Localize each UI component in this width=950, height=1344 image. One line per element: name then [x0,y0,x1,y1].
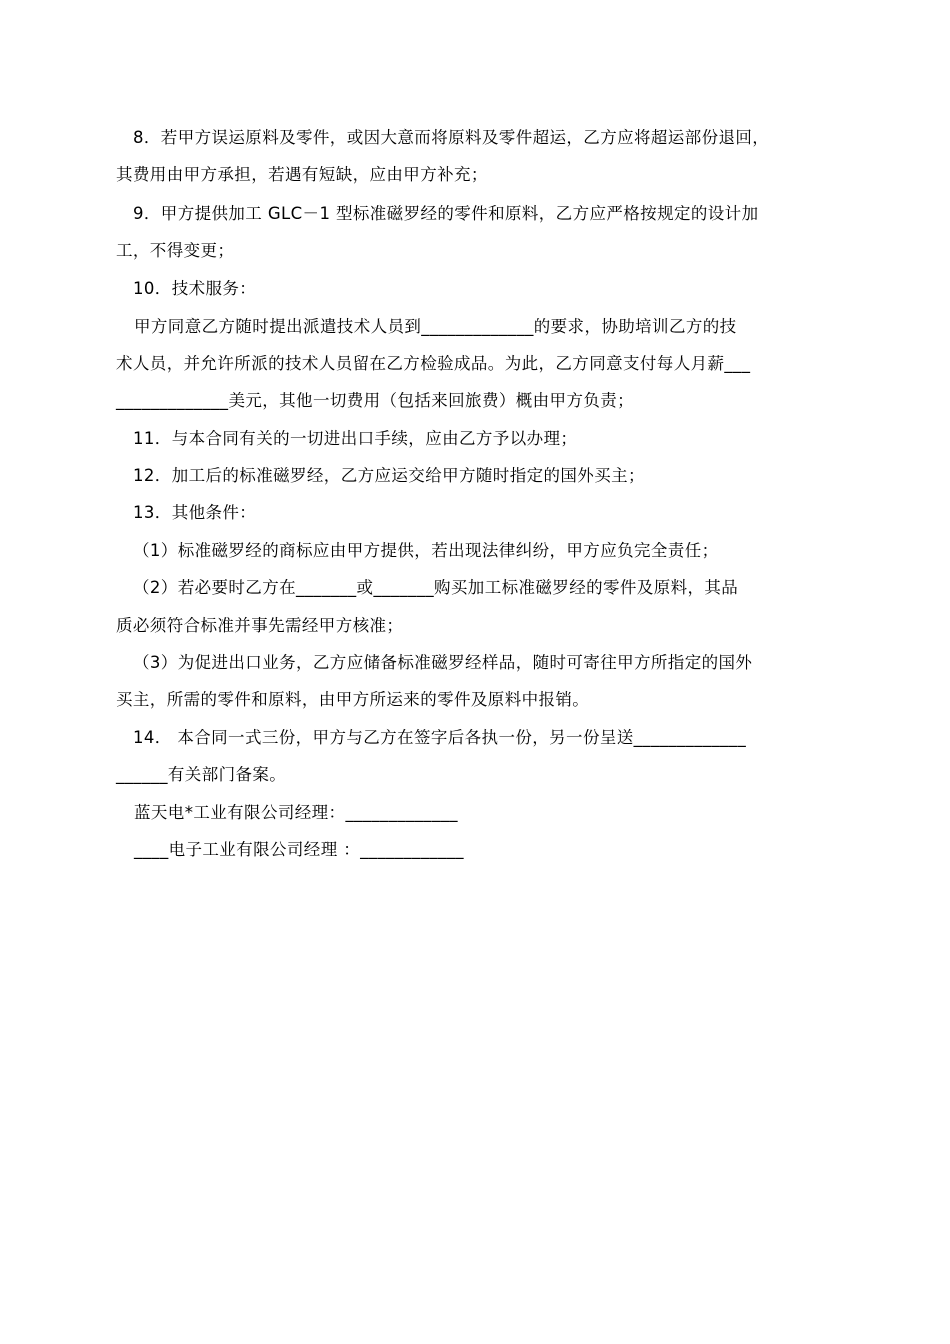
clause-13-item-2-line-2: 质必须符合标准并事先需经甲方核准； [116,616,404,635]
clause-10-line-3: _____________美元，其他一切费用（包括来回旅费）概由甲方负责； [116,391,635,410]
clause-8-line-1: 8．若甲方误运原料及零件，或因大意而将原料及零件超运，乙方应将超运部份退回， [133,128,770,147]
clause-13-item-3-line-1: （3）为促进出口业务，乙方应储备标准磁罗经样品，随时可寄往甲方所指定的国外 [133,653,753,672]
clause-10-line-2: 术人员，并允许所派的技术人员留在乙方检验成品。为此，乙方同意支付每人月薪___ [116,354,751,373]
clause-13-heading: 13．其他条件： [133,503,257,522]
clause-13-item-3-line-2: 买主，所需的零件和原料，由甲方所运来的零件及原料中报销。 [116,690,590,709]
signature-line-party-b: ____电子工业有限公司经理 ：____________ [134,840,464,859]
clause-8-line-2: 其费用由甲方承担，若遇有短缺，应由甲方补充； [116,165,488,184]
clause-13-item-2-line-1: （2）若必要时乙方在_______或_______购买加工标准磁罗经的零件及原料，其品 [133,578,739,597]
clause-12: 12．加工后的标准磁罗经，乙方应运交给甲方随时指定的国外买主； [133,466,645,485]
clause-9-line-1: 9．甲方提供加工 GLC－1 型标准磁罗经的零件和原料，乙方应严格按规定的设计加 [133,204,759,223]
clause-10-heading: 10．技术服务： [133,279,257,298]
signature-line-party-a: 蓝天电*工业有限公司经理：_____________ [134,803,458,822]
clause-10-line-1: 甲方同意乙方随时提出派遣技术人员到_____________的要求，协助培训乙方的技 [134,317,737,336]
clause-11: 11．与本合同有关的一切进出口手续，应由乙方予以办理； [133,429,578,448]
clause-14-line-1: 14． 本合同一式三份，甲方与乙方在签字后各执一份，另一份呈送_____________ [133,728,747,747]
clause-9-line-2: 工，不得变更； [116,241,235,260]
clause-14-line-2: ______有关部门备案。 [116,765,287,784]
clause-13-item-1: （1）标准磁罗经的商标应由甲方提供，若出现法律纠纷，甲方应负完全责任； [133,541,719,560]
